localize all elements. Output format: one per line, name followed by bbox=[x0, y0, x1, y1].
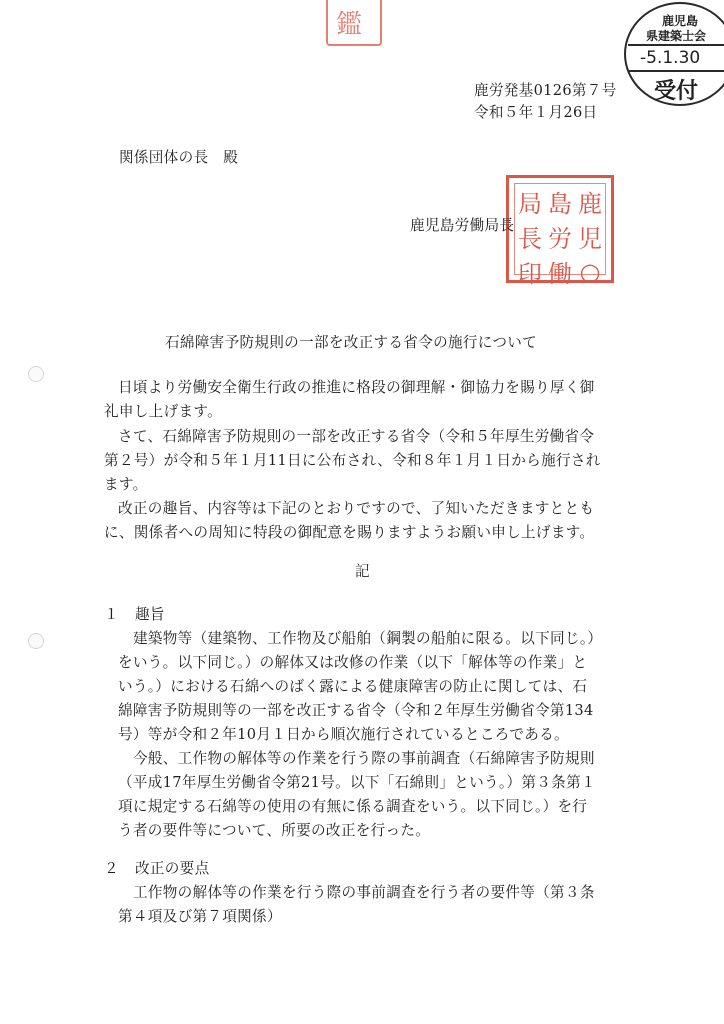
punch-hole bbox=[28, 366, 44, 382]
section-heading: 改正の要点 bbox=[135, 860, 210, 877]
ki-heading: 記 bbox=[355, 563, 370, 580]
received-stamp-divider bbox=[628, 44, 724, 46]
body-line: 礼申し上げます。 bbox=[104, 403, 222, 420]
section-line: 工作物の解体等の作業を行う際の事前調査を行う者の要件等（第３条 bbox=[133, 884, 595, 901]
official-seal-glyph: 長 bbox=[518, 225, 542, 253]
received-stamp bbox=[624, 2, 724, 106]
document-title: 石綿障害予防規則の一部を改正する省令の施行について bbox=[165, 334, 538, 351]
received-stamp-divider bbox=[628, 70, 724, 72]
section-number: １ bbox=[104, 606, 119, 623]
section-line: 綿障害予防規則等の一部を改正する省令（令和２年厚生労働省令第134 bbox=[118, 702, 594, 719]
section-line: 項に規定する石綿等の使用の有無に係る調査をいう。以下同じ。）を行 bbox=[118, 798, 588, 815]
official-seal-glyph: 鹿 bbox=[578, 190, 602, 218]
section-heading: 趣旨 bbox=[135, 606, 165, 623]
body-line: 第２号）が令和５年１月11日に公布され、令和８年１月１日から施行され bbox=[104, 452, 601, 469]
received-stamp-line2: 県建築士会 bbox=[646, 29, 707, 43]
section-line: 号）等が令和２年10月１日から順次施行されているところである。 bbox=[118, 726, 569, 743]
official-seal-glyph: 島 bbox=[548, 190, 572, 218]
section-line: 今般、工作物の解体等の作業を行う際の事前調査（石綿障害予防規則 bbox=[133, 750, 595, 767]
document-date: 令和５年１月26日 bbox=[474, 104, 598, 121]
punch-hole bbox=[28, 633, 44, 649]
document-number: 鹿労発基0126第７号 bbox=[474, 82, 617, 99]
body-line: ます。 bbox=[104, 476, 148, 493]
body-line: 改正の趣旨、内容等は下記のとおりですので、了知いただきますととも bbox=[118, 500, 595, 517]
received-stamp-date: -5.1.30 bbox=[640, 48, 701, 68]
official-seal-stamp bbox=[506, 175, 614, 288]
addressee: 関係団体の長 殿 bbox=[119, 149, 239, 166]
section-line: 第４項及び第７項関係） bbox=[118, 908, 282, 925]
section-line: をいう。以下同じ。）の解体又は改修の作業（以下「解体等の作業」と bbox=[118, 654, 588, 671]
official-seal-glyph: 印 bbox=[518, 260, 542, 288]
received-stamp-line1: 鹿児島 bbox=[662, 14, 699, 28]
official-seal-glyph: 児 bbox=[578, 225, 602, 253]
section-number: ２ bbox=[104, 860, 119, 877]
section-line: う者の要件等について、所要の改正を行った。 bbox=[118, 822, 431, 839]
official-seal-glyph: 局 bbox=[518, 190, 542, 218]
official-seal-glyph: ○ bbox=[579, 257, 601, 286]
section-line: 建築物等（建築物、工作物及び船舶（鋼製の船舶に限る。以下同じ。） bbox=[133, 630, 603, 647]
received-stamp-label: 受付 bbox=[654, 78, 699, 104]
section-line: （平成17年厚生労働省令第21号。以下「石綿則」という。）第３条第１ bbox=[118, 774, 596, 791]
official-seal-glyph: 働 bbox=[548, 260, 572, 288]
official-seal-grid bbox=[514, 183, 606, 288]
official-seal-glyph: 労 bbox=[548, 225, 572, 253]
body-line: に、関係者への周知に特段の御配意を賜りますようお願い申し上げます。 bbox=[104, 524, 595, 541]
body-line: さて、石綿障害予防規則の一部を改正する省令（令和５年厚生労働省令 bbox=[118, 428, 595, 445]
sender: 鹿児島労働局長 bbox=[410, 217, 515, 234]
body-line: 日頃より労働安全衛生行政の推進に格段の御理解・御協力を賜り厚く御 bbox=[118, 379, 595, 396]
top-seal-glyph: 鑑 bbox=[336, 10, 363, 40]
section-line: いう。）における石綿へのばく露による健康障害の防止に関しては、石 bbox=[118, 678, 588, 695]
top-seal-stamp bbox=[326, 0, 382, 46]
